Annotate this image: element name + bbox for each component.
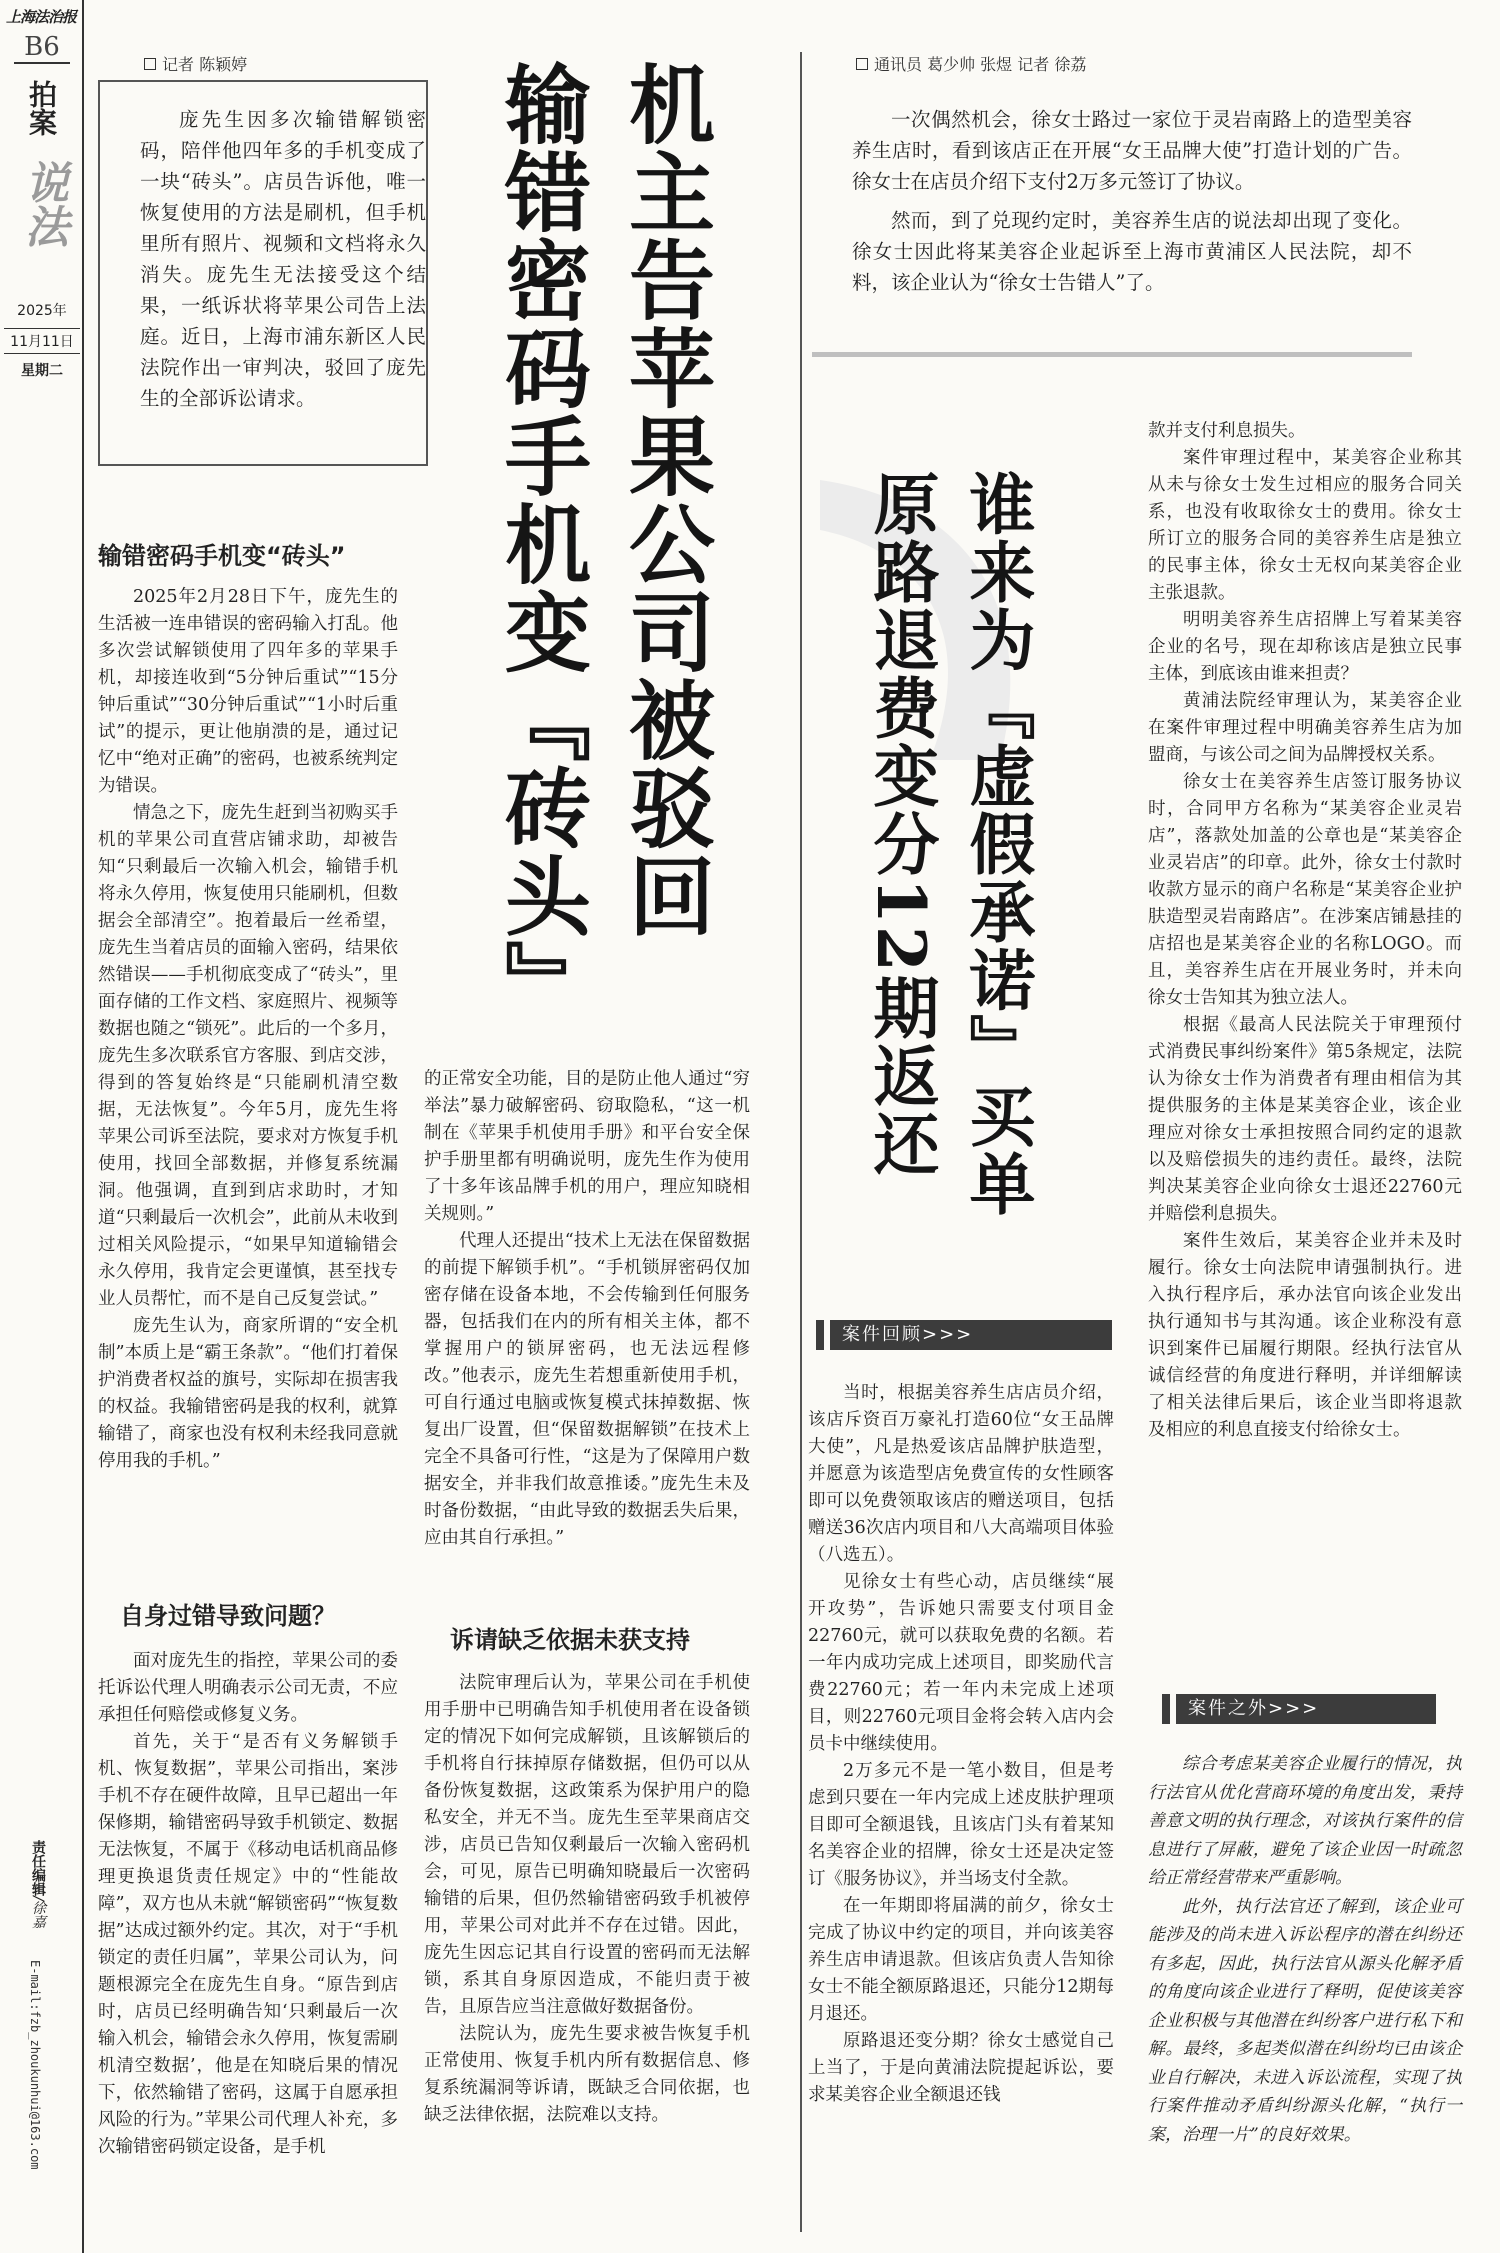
story1-subhead-3: 诉请缺乏依据未获支持 — [450, 1626, 690, 1654]
story2-lead-p2: 然而，到了兑现约定时，美容养生店的说法却出现了变化。徐女士因此将某美容企业起诉至上海市黄浦区人民法院，却不料，该企业认为“徐女士告错人”了。 — [852, 209, 1412, 294]
story2-cola-p3: 2万多元不是一笔小数目，但是考虑到只要在一年内完成上述皮肤护理项目即可全额退钱，且该店门头有着某知名美容企业的招牌，徐女士还是决定签订《服务协议》，并当场支付全款。 — [808, 1761, 1114, 1889]
story1-col2-p1: 的正常安全功能，目的是防止他人通过“穷举法”暴力破解密码、窃取隐私，“这一机制在《苹果手机使用手册》和平台安全保护手册里都有明确说明，庞先生作为使用了十多年该品牌手机的用户，理应知晓相关规则。” — [424, 1069, 750, 1224]
section-title-top: 拍案 — [25, 80, 58, 136]
story1-byline-text: 记者 陈颖婷 — [162, 55, 248, 74]
story1-col2-part1 — [424, 1066, 750, 1552]
byline-box-icon-2 — [856, 58, 868, 70]
editor-label — [28, 1840, 48, 1929]
story1-col2-p3: 法院审理后认为，苹果公司在手机使用手册中已明确告知手机使用者在设备锁定的情况下如何完成解锁，且该解锁后的手机将自行抹掉原存储数据，但仍可以从备份恢复数据，这政策系为保护用户的隐私安全，并无不当。庞先生至苹果商店交涉，店员已告知仅剩最后一次输入密码机会，可见，原告已明确知晓最后一次密码输错的后果，但仍然输错密码致手机被停用，苹果公司对此并不存在过错。因此，庞先生因忘记其自行设置的密码而无法解锁，系其自身原因造成，不能归责于被告，且原告应当注意做好数据备份。 — [424, 1673, 750, 2017]
story2-colc-p1: 综合考虑某美容企业履行的情况，执行法官从优化营商环境的角度出发，秉持善意文明的执行理念，对该执行案件的信息进行了屏蔽，避免了该企业因一时疏忽给正常经营带来严重影响。 — [1148, 1754, 1462, 1888]
story1-col1-part1 — [98, 584, 398, 1475]
story2-col-a — [808, 1380, 1114, 2109]
story2-colc-p2: 此外，执行法官还了解到，该企业可能涉及的尚未进入诉讼程序的潜在纠纷还有多起，因此，执行法官从源头化解矛盾的角度向该企业进行了释明，促使该美容企业积极与其他潜在纠纷客户进行私下和解。最终，多起类似潜在纠纷均已由该企业自行解决，未进入诉讼流程，实现了执行案件推动矛盾纠纷源头化解，“执行一案，治理一片”的良好效果。 — [1148, 1896, 1462, 2145]
story1-col1-p2: 情急之下，庞先生赶到当初购买手机的苹果公司直营店铺求助，却被告知“只剩最后一次输入机会，输错手机将永久停用，恢复使用只能刷机，但数据会全部清空”。抱着最后一丝希望，庞先生当着店员的面输入密码，结果依然错误——手机彻底变成了“砖头”，里面存储的工作文档、家庭照片、视频等数据也随之“锁死”。此后的一个多月，庞先生多次联系官方客服、到店交涉，得到的答复始终是“只能刷机清空数据，无法恢复”。今年5月，庞先生将苹果公司诉至法院，要求对方恢复手机使用，找回全部数据，并修复系统漏洞。他强调，直到到店求助时，才知道“只剩最后一次机会”，此前从未收到过相关风险提示，“如果早知道输错会永久停用，我肯定会更谨慎，甚至找专业人员帮忙，而不是自己反复尝试。” — [98, 803, 398, 1309]
story2-lead — [852, 104, 1412, 298]
story1-title-line2: 输错密码手机变『砖头』 — [490, 60, 591, 1028]
issue-weekday: 星期二 — [21, 363, 63, 379]
issue-date: 11月11日 — [4, 328, 80, 354]
story2-lead-rule — [812, 352, 1412, 357]
story2-byline — [856, 52, 1086, 75]
story1-col2-p4: 法院认为，庞先生要求被告恢复手机正常使用、恢复手机内所有数据信息、修复系统漏洞等诉请，既缺乏合同依据，也缺乏法律依据，法院难以支持。 — [424, 2024, 750, 2125]
story1-byline — [144, 52, 247, 75]
editor-label-text: 责任编辑 — [30, 1840, 46, 1896]
story2-lead-p1: 一次偶然机会，徐女士路过一家位于灵岩南路上的造型美容养生店时，看到该店正在开展“女王品牌大使”打造计划的广告。徐女士在店员介绍下支付2万多元签订了协议。 — [852, 108, 1412, 193]
story1-col2-part2 — [424, 1670, 750, 2129]
story2-colb-p6: 根据《最高人民法院关于审理预付式消费民事纠纷案件》第5条规定，法院认为徐女士作为消费者有理由相信为其提供服务的主体是某美容企业，该企业理应对徐女士承担按照合同约定的退款以及赔偿损失的违约责任。最终，法院判决某美容企业向徐女士退还22760元并赔偿利息损失。 — [1148, 1015, 1462, 1224]
story2-col-c — [1148, 1750, 1462, 2149]
story1-lead-text: 庞先生因多次输错解锁密码，陪伴他四年多的手机变成了一块“砖头”。店员告诉他，唯一恢复使用的方法是刷机，但手机里所有照片、视频和文档将永久消失。庞先生无法接受这个结果，一纸诉状将苹果公司告上法庭。近日，上海市浦东新区人民法院作出一审判决，驳回了庞先生的全部诉讼请求。 — [140, 108, 426, 410]
masthead-sidebar — [0, 0, 84, 2253]
story2-col-b — [1148, 418, 1462, 1444]
story1-col1-part2 — [98, 1648, 398, 2161]
story2-colb-p3: 明明美容养生店招牌上写着某美容企业的名号，现在却称该店是独立民事主体，到底该由谁来担责？ — [1148, 610, 1462, 684]
story1-lead — [140, 104, 426, 414]
story2-cola-p5: 原路退还变分期？徐女士感觉自己上当了，于是向黄浦法院提起诉讼，要求某美容企业全额退还钱 — [808, 2031, 1114, 2105]
story1-title-line1: 机主告苹果公司被驳回 — [614, 60, 715, 940]
story2-byline-text: 通讯员 葛少帅 张煜 记者 徐荔 — [874, 55, 1087, 74]
issue-year: 2025年 — [17, 303, 67, 319]
story2-title-line1: 谁来为『虚假承诺』买单 — [958, 470, 1036, 1218]
case-review-tag: 案件回顾>>> — [830, 1320, 1112, 1350]
story2-cola-p4: 在一年期即将届满的前夕，徐女士完成了协议中约定的项目，并向该美容养生店申请退款。但该店负责人告知徐女士不能全额原路退还，只能分12期每月退还。 — [808, 1896, 1114, 2024]
story1-col1-p1: 2025年2月28日下午，庞先生的生活被一连串错误的密码输入打乱。他多次尝试解锁使用了四年多的苹果手机，却接连收到“5分钟后重试”“15分钟后重试”“30分钟后重试”“1小时后重试”的提示，更让他崩溃的是，通过记忆中“绝对正确”的密码，也被系统判定为错误。 — [98, 587, 398, 796]
section-title-bottom: 说法 — [17, 160, 68, 248]
story2-colb-p4: 黄浦法院经审理认为，某美容企业在案件审理过程中明确美容养生店为加盟商，与该公司之间为品牌授权关系。 — [1148, 691, 1462, 765]
page-code: B6 — [14, 32, 70, 64]
column-divider — [800, 52, 802, 2232]
paper-logo: 上海法治报 — [6, 8, 77, 26]
story2-title-line2: 原路退费变分12期返还 — [862, 470, 940, 1178]
story2-colb-p7: 案件生效后，某美容企业并未及时履行。徐女士向法院申请强制执行。进入执行程序后，承办法官向该企业发出执行通知书与其沟通。该企业称没有意识到案件已届履行期限。经执行法官从诚信经营的角度进行释明，并详细解读了相关法律后果后，该企业当即将退款及相应的利息直接支付给徐女士。 — [1148, 1231, 1462, 1440]
story1-col2-p2: 代理人还提出“技术上无法在保留数据的前提下解锁手机”。“手机锁屏密码仅加密存储在设备本地，不会传输到任何服务器，包括我们在内的所有相关主体，都不掌握用户的锁屏密码，也无法远程修改。”他表示，庞先生若想重新使用手机，可自行通过电脑或恢复模式抹掉数据、恢复出厂设置，但“保留数据解锁”在技术上完全不具备可行性，“这是为了保障用户数据安全，并非我们故意推诿。”庞先生未及时备份数据，“由此导致的数据丢失后果，应由其自行承担。” — [424, 1231, 750, 1548]
story2-colb-p5: 徐女士在美容养生店签订服务协议时，合同甲方名称为“某美容企业灵岩店”，落款处加盖的公章也是“某美容企业灵岩店”的印章。此外，徐女士付款时收款方显示的商户名称是“某美容企业护肤造型灵岩南路店”。在涉案店铺悬挂的店招也是某美容企业的名称LOGO。而且，美容养生店在开展业务时，并未向徐女士告知其为独立法人。 — [1148, 772, 1462, 1008]
story1-subhead-2: 自身过错导致问题？ — [120, 1602, 336, 1630]
editor-name: /徐嘉 — [30, 1896, 46, 1929]
story2-colb-p2: 案件审理过程中，某美容企业称其从未与徐女士发生过相应的服务合同关系，也没有收取徐女士的费用。徐女士所订立的服务合同的美容养生店是独立的民事主体，徐女士无权向某美容企业主张退款。 — [1148, 448, 1462, 603]
story2-colb-p1: 款并支付利息损失。 — [1148, 421, 1306, 441]
story1-subhead-1: 输错密码手机变“砖头” — [98, 542, 346, 570]
story2-cola-p1: 当时，根据美容养生店店员介绍，该店斥资百万豪礼打造60位“女王品牌大使”，凡是热爱该店品牌护肤造型，并愿意为该造型店免费宣传的女性顾客即可以免费领取该店的赠送项目，包括赠送36次店内项目和八大高端项目体验（八选五）。 — [808, 1383, 1114, 1565]
editor-email: E-mail:fzb_zhoukunhui@163.com — [28, 1960, 42, 2170]
story1-col1-p3: 庞先生认为，商家所谓的“安全机制”本质上是“霸王条款”。“他们打着保护消费者权益的旗号，实际却在损害我的权益。我输错密码是我的权利，就算输错了，商家也没有权利未经我同意就停用我的手机。” — [98, 1316, 398, 1471]
byline-box-icon — [144, 58, 156, 70]
story1-col1-p4: 面对庞先生的指控，苹果公司的委托诉讼代理人明确表示公司无责，不应承担任何赔偿或修复义务。 — [98, 1651, 398, 1725]
story1-col1-p5: 首先，关于“是否有义务解锁手机、恢复数据”，苹果公司指出，案涉手机不存在硬件故障，且早已超出一年保修期，输错密码导致手机锁定、数据无法恢复，不属于《移动电话机商品修理更换退货责任规定》中的“性能故障”，双方也从未就“解锁密码”“恢复数据”达成过额外约定。其次，对于“手机锁定的责任归属”，苹果公司认为，问题根源完全在庞先生自身。“原告到店时，店员已经明确告知‘只剩最后一次输入机会，输错会永久停用，恢复需刷机清空数据’，他是在知晓后果的情况下，依然输错了密码，这属于自愿承担风险的行为。”苹果公司代理人补充，多次输错密码锁定设备，是手机 — [98, 1732, 398, 2157]
story2-cola-p2: 见徐女士有些心动，店员继续“展开攻势”，告诉她只需要支付项目金22760元，就可以获取免费的名额。若一年内成功完成上述项目，即奖励代言费22760元；若一年内未完成上述项目，则22760元项目金将会转入店内会员卡中继续使用。 — [808, 1572, 1114, 1754]
beyond-case-tag: 案件之外>>> — [1176, 1694, 1436, 1724]
